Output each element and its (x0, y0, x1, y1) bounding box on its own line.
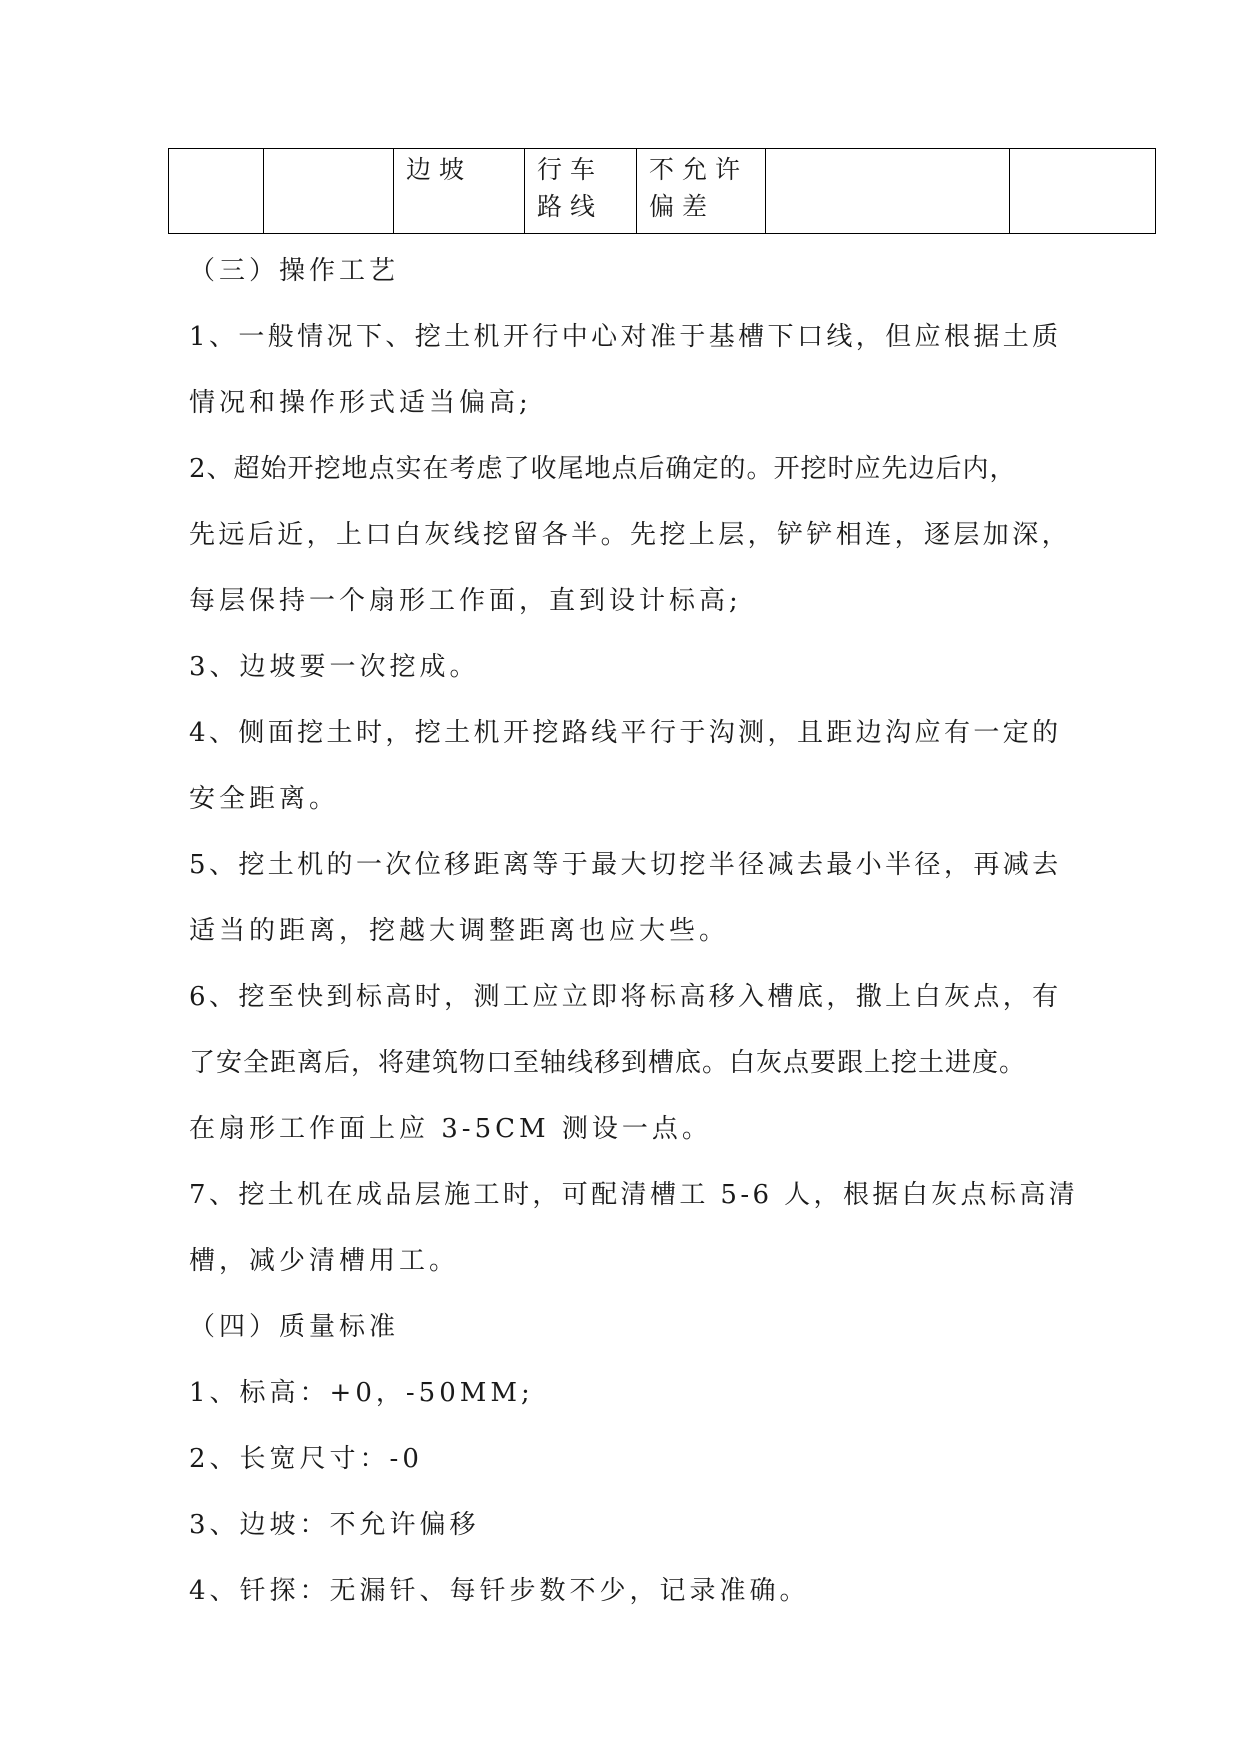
paragraph-line: 7、挖土机在成品层施工时，可配清槽工 5-6 人，根据白灰点标高清 (189, 1180, 1079, 1210)
continued-table (168, 148, 1156, 234)
paragraph-line: 1、标高：+0，-50MM; (189, 1378, 534, 1408)
paragraph-line: 2、超始开挖地点实在考虑了收尾地点后确定的。开挖时应先边后内， (189, 454, 1017, 484)
paragraph-line: 先远后近，上口白灰线挖留各半。先挖上层，铲铲相连，逐层加深， (189, 520, 1072, 550)
table-cell (1010, 149, 1156, 234)
table-row (169, 149, 1156, 234)
table-cell (766, 149, 1010, 234)
paragraph-line: 了安全距离后，将建筑物口至轴线移到槽底。白灰点要跟上挖土进度。 (189, 1048, 1027, 1078)
table-cell (169, 149, 264, 234)
paragraph-line: 3、边坡：不允许偏移 (189, 1510, 480, 1540)
section-heading: （四）质量标准 (189, 1312, 400, 1342)
paragraph-line: 2、长宽尺寸：-0 (189, 1444, 423, 1474)
paragraph-line: 每层保持一个扇形工作面，直到设计标高; (189, 586, 742, 616)
paragraph-line: 适当的距离，挖越大调整距离也应大些。 (189, 916, 730, 946)
section-heading: （三）操作工艺 (189, 256, 400, 286)
table-cell (264, 149, 394, 234)
paragraph-line: 4、钎探：无漏钎、每钎步数不少，记录准确。 (189, 1576, 810, 1606)
paragraph-line: 5、挖土机的一次位移距离等于最大切挖半径减去最小半径，再减去 (189, 850, 1062, 880)
paragraph-line: 情况和操作形式适当偏高; (189, 388, 532, 418)
document-body (189, 250, 1079, 1636)
paragraph-line: 在扇形工作面上应 3-5CM 测设一点。 (189, 1114, 712, 1144)
table-cell: 不允许偏差 (637, 149, 766, 234)
paragraph-line: 安全距离。 (189, 784, 340, 814)
paragraph-line: 1、一般情况下、挖土机开行中心对准于基槽下口线，但应根据土质 (189, 322, 1062, 352)
table-cell: 行车路线 (525, 149, 637, 234)
paragraph-line: 4、侧面挖土时，挖土机开挖路线平行于沟测，且距边沟应有一定的 (189, 718, 1062, 748)
paragraph-line: 3、边坡要一次挖成。 (189, 652, 480, 682)
paragraph-line: 6、挖至快到标高时，测工应立即将标高移入槽底，撒上白灰点，有 (189, 982, 1062, 1012)
paragraph-line: 槽，减少清槽用工。 (189, 1246, 460, 1276)
table-cell: 边坡 (394, 149, 525, 234)
